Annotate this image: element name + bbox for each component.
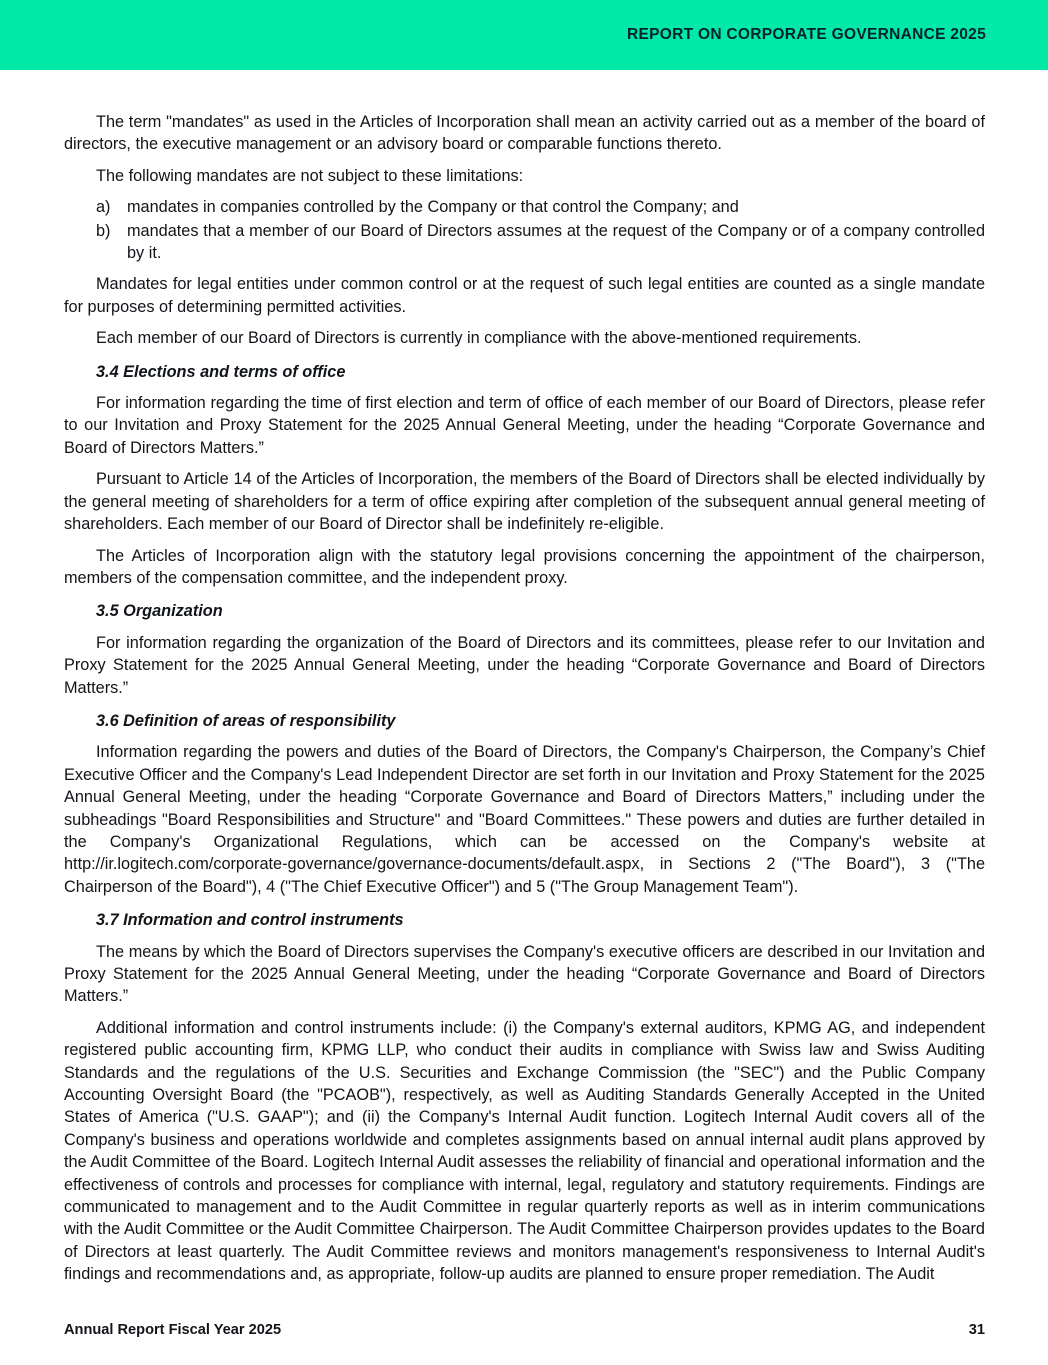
list-item xyxy=(96,220,985,265)
para-mandates-definition: The term "mandates" as used in the Articles of Incorporation shall mean an activity carried out as a member of the board of directors, the executive management or an advisory board or comparable functions thereto. xyxy=(64,113,985,154)
para-compliance: Each member of our Board of Directors is currently in compliance with the above-mentioned requirements. xyxy=(96,329,862,348)
para-mandates-exceptions-intro: The following mandates are not subject to these limitations: xyxy=(96,166,524,185)
heading-3-4-elections: 3.4 Elections and terms of office xyxy=(96,362,346,381)
para-article-14: Pursuant to Article 14 of the Articles of Incorporation, the members of the Board of Directors shall be elected individually by the general meeting of shareholders for a term of office expiring after completion of the subsequent annual general meeting of shareholders. Each member of our Board of Director shall be indefinitely re-eligible. xyxy=(64,470,985,534)
document-body xyxy=(0,70,1048,1365)
para-powers-duties: Information regarding the powers and duties of the Board of Directors, the Company's Chairperson, the Company’s Chief Executive Officer and the Company's Lead Independent Director are set forth in our Invitation and Proxy Statement for the 2025 Annual General Meeting, under the heading “Corporate Governance and Board of Directors Matters,” including under the subheadings "Board Responsibilities and Structure" and "Board Committees." These powers and duties are further detailed in the Company's Organizational Regulations, which can be accessed on the Company's website at http://ir.logitech.com/corporate-governance/governance-documents/default.aspx, in Sections 2 ("The Board"), 3 ("The Chairperson of the Board"), 4 ("The Chief Executive Officer") and 5 ("The Group Management Team"). xyxy=(64,743,985,896)
para-organization-info: For information regarding the organization of the Board of Directors and its committees, please refer to our Invitation and Proxy Statement for the 2025 Annual General Meeting, under the heading “Corporate Governance and Board of Directors Matters.” xyxy=(64,633,985,697)
footer-report-title: Annual Report Fiscal Year 2025 xyxy=(64,1322,282,1338)
list-marker: a) xyxy=(96,198,111,217)
para-supervision-means: The means by which the Board of Directors supervises the Company's executive officers are described in our Invitation and Proxy Statement for the 2025 Annual General Meeting, under the heading “Corporate Governance and Board of Directors Matters.” xyxy=(64,942,985,1006)
list-marker: b) xyxy=(96,221,111,240)
page-header-bar xyxy=(0,0,1048,70)
list-item-text: mandates that a member of our Board of Directors assumes at the request of the Company or of a company controlled by it. xyxy=(127,221,985,263)
para-elections-info: For information regarding the time of first election and term of office of each member of our Board of Directors, please refer to our Invitation and Proxy Statement for the 2025 Annual General Meeting, under the heading “Corporate Governance and Board of Directors Matters.” xyxy=(64,394,985,457)
para-common-control: Mandates for legal entities under common control or at the request of such legal entities are counted as a single mandate for purposes of determining permitted activities. xyxy=(64,275,985,316)
para-additional-instruments: Additional information and control instruments include: (i) the Company's external auditors, KPMG AG, and independent registered public accounting firm, KPMG LLP, who conduct their audits in compliance with Swiss law and Swiss Auditing Standards and the regulations of the U.S. Securities and Exchange Commission (the "SEC") and the Public Company Accounting Oversight Board (the "PCAOB"), respectively, as well as Auditing Standards Generally Accepted in the United States of America ("U.S. GAAP"); and (ii) the Company's Internal Audit function. Logitech Internal Audit covers all of the Company's business and operations worldwide and completes assignments based on annual internal audit plans approved by the Audit Committee of the Board. Logitech Internal Audit assesses the reliability of financial and operational information and the effectiveness of controls and processes for compliance with internal, legal, regulatory and statutory requirements. Findings are communicated to management and to the Audit Committee in regular quarterly reports as well as in interim communications with the Audit Committee or the Audit Committee Chairperson. The Audit Committee Chairperson provides updates to the Board of Directors at least quarterly. The Audit Committee reviews and monitors management's responsiveness to Internal Audit's findings and recommendations and, as appropriate, follow-up audits are planned to ensure proper remediation. The Audit xyxy=(64,1018,985,1284)
footer-page-number: 31 xyxy=(968,1322,985,1338)
report-header-title: REPORT ON CORPORATE GOVERNANCE 2025 xyxy=(626,26,986,43)
mandates-exception-list xyxy=(96,196,985,264)
heading-3-7-control-instruments: 3.7 Information and control instruments xyxy=(96,911,404,930)
heading-3-5-organization: 3.5 Organization xyxy=(96,602,223,621)
list-item-text: mandates in companies controlled by the Company or that control the Company; and xyxy=(127,198,739,217)
list-item xyxy=(96,196,985,218)
page-footer xyxy=(64,1322,985,1338)
heading-3-6-responsibility: 3.6 Definition of areas of responsibility xyxy=(96,711,396,730)
para-articles-align: The Articles of Incorporation align with the statutory legal provisions concerning the appointment of the chairperson, members of the compensation committee, and the independent proxy. xyxy=(64,546,985,587)
